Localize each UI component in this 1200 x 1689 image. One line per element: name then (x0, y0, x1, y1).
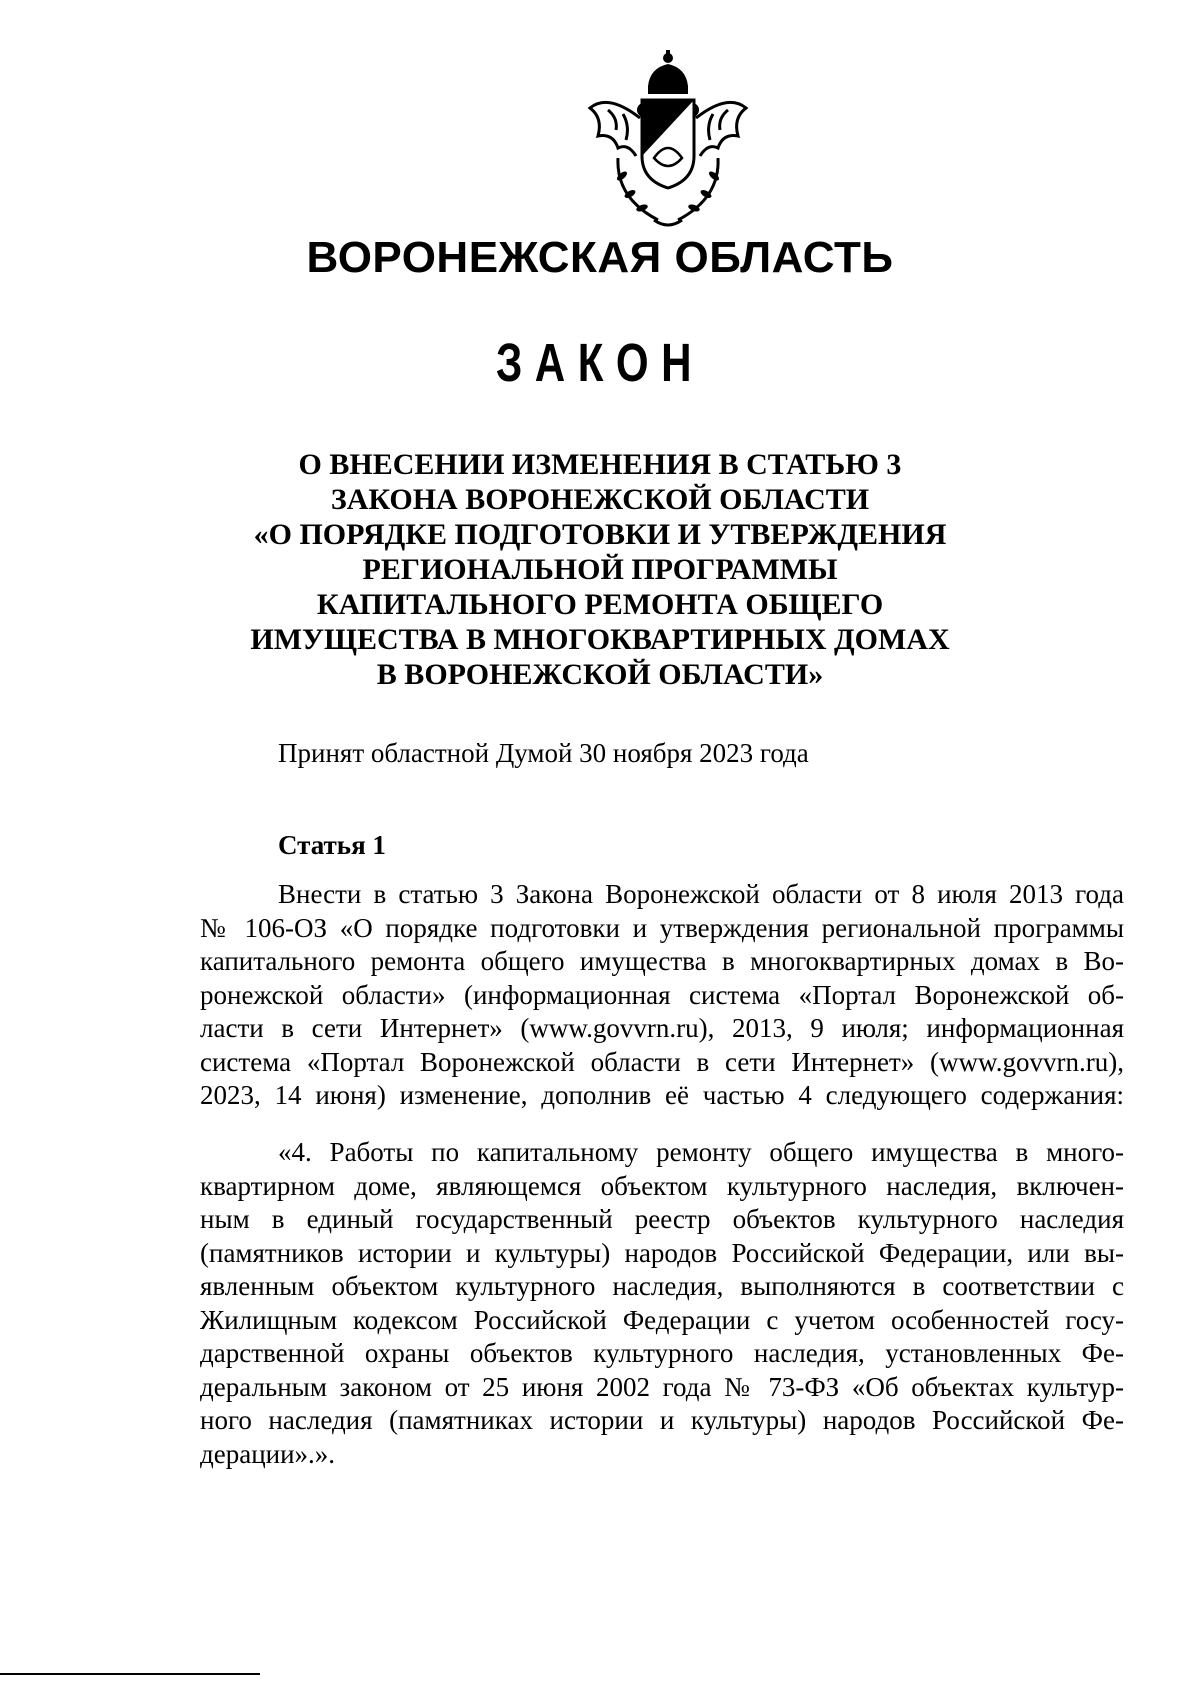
paragraph-line: Жилищным кодексом Российской Федерации с учетом особенностей госу- (200, 1304, 1124, 1335)
footer-rule (0, 1673, 260, 1675)
paragraph-line: дарственной охраны объектов культурного наследия, установленных Фе- (200, 1338, 1124, 1368)
law-title-line: В ВОРОНЕЖСКОЙ ОБЛАСТИ» (376, 658, 824, 691)
document-type: ЗАКОН (495, 333, 705, 393)
paragraph-line: 2023, 14 июня) изменение, дополнив её частью 4 следующего содержания: (200, 1080, 1124, 1110)
law-title-line: О ВНЕСЕНИИ ИЗМЕНЕНИЯ В СТАТЬЮ 3 (298, 448, 902, 481)
paragraph-line: ронежской области» (информационная система «Портал Воронежской об- (200, 979, 1124, 1010)
law-title-line: ЗАКОНА ВОРОНЕЖСКОЙ ОБЛАСТИ (330, 483, 870, 516)
article-title: Статья 1 (278, 830, 386, 860)
paragraph-line: ным в единый государственный реестр объектов культурного наследия (200, 1204, 1124, 1234)
paragraph-line: ного наследия (памятниках истории и культуры) народов Российской Фе- (200, 1405, 1124, 1435)
law-title (0, 447, 1200, 692)
paragraph-line: явленным объектом культурного наследия, выполняются в соответствии с (200, 1271, 1124, 1301)
article-paragraph-2 (200, 1136, 1124, 1471)
article-paragraph-1 (200, 878, 1124, 1113)
region-title: ВОРОНЕЖСКАЯ ОБЛАСТЬ (306, 233, 894, 282)
coat-of-arms-icon (578, 48, 758, 233)
paragraph-line: система «Портал Воронежской области в сети Интернет» (www.govvrn.ru), (200, 1046, 1124, 1077)
paragraph-line: деральным законом от 25 июня 2002 года № 73-ФЗ «Об объектах культур- (200, 1371, 1124, 1402)
adoption-note: Принят областной Думой 30 ноября 2023 года (278, 738, 809, 768)
law-title-line: КАПИТАЛЬНОГО РЕМОНТА ОБЩЕГО (316, 588, 884, 621)
paragraph-line: капитального ремонта общего имущества в многоквартирных домах в Во- (200, 946, 1124, 976)
paragraph-line: (памятников истории и культуры) народов Российской Федерации, или вы- (200, 1237, 1124, 1268)
paragraph-line: № 106-ОЗ «О порядке подготовки и утверждения региональной программы (200, 912, 1124, 943)
paragraph-line: дерации».». (200, 1438, 336, 1469)
paragraph-line: Внести в статью 3 Закона Воронежской области от 8 июля 2013 года (278, 879, 1124, 909)
law-title-line: ИМУЩЕСТВА В МНОГОКВАРТИРНЫХ ДОМАХ (250, 623, 950, 656)
paragraph-line: квартирном доме, являющемся объектом культурного наследия, включен- (200, 1170, 1124, 1201)
law-title-line: «О ПОРЯДКЕ ПОДГОТОВКИ И УТВЕРЖДЕНИЯ (253, 518, 947, 551)
paragraph-line: ласти в сети Интернет» (www.govvrn.ru), 2013, 9 июля; информационная (200, 1013, 1124, 1043)
paragraph-line: «4. Работы по капитальному ремонту общего имущества в много- (278, 1137, 1124, 1167)
law-title-line: РЕГИОНАЛЬНОЙ ПРОГРАММЫ (362, 553, 838, 586)
